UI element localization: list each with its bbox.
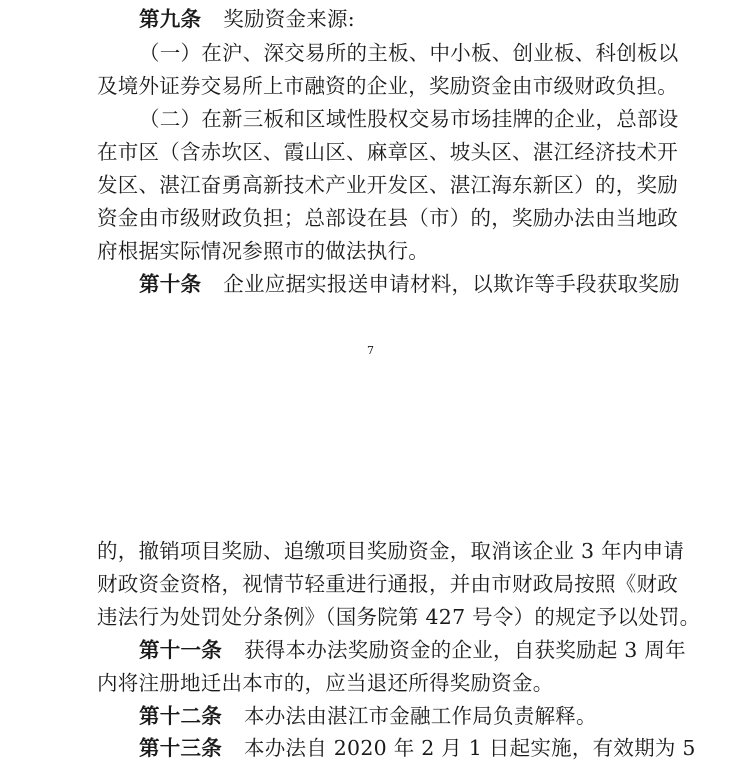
text-line: 违法行为处罚处分条例》（国务院第 427 号令）的规定予以处罚。 (97, 605, 701, 629)
text-line: 资金由市级财政负担；总部设在县（市）的，奖励办法由当地政 (97, 206, 678, 230)
article-10-title: 第十条 (139, 272, 202, 296)
article-12-heading (139, 701, 657, 731)
article-12-title: 第十二条 (139, 704, 222, 728)
article-11-title: 第十一条 (139, 638, 222, 662)
page-number: 7 (367, 344, 374, 357)
article-12-text: 本办法由湛江市金融工作局负责解释。 (244, 704, 597, 728)
text-line: 府根据实际情况参照市的做法执行。 (97, 239, 429, 263)
article-9-title: 第九条 (139, 7, 202, 31)
text-line: 在市区（含赤坎区、霞山区、麻章区、坡头区、湛江经济技术开 (97, 140, 678, 164)
text-line: 财政资金资格，视情节轻重进行通报，并由市财政局按照《财政 (97, 572, 678, 596)
article-9-text: 奖励资金来源: (223, 7, 355, 31)
article-9-heading (139, 4, 657, 34)
article-11-heading (139, 635, 686, 665)
text-line: （二）在新三板和区域性股权交易市场挂牌的企业，总部设 (139, 107, 679, 131)
text-line: 发区、湛江奋勇高新技术产业开发区、湛江海东新区）的，奖励 (97, 173, 678, 197)
article-11-text: 获得本办法奖励资金的企业，自获奖励起 3 周年 (244, 638, 686, 662)
text-line: 及境外证券交易所上市融资的企业，奖励资金由市级财政负担。 (97, 74, 678, 98)
article-10-text: 企业应据实报送申请材料，以欺诈等手段获取奖励 (223, 272, 680, 296)
text-line: （一）在沪、深交易所的主板、中小板、创业板、科创板以 (139, 41, 679, 65)
article-10-heading (139, 269, 680, 299)
article-13-text: 本办法自 2020 年 2 月 1 日起实施，有效期为 5 (244, 736, 696, 760)
article-13-title: 第十三条 (139, 736, 222, 760)
text-line: 内将注册地迁出本市的，应当退还所得奖励资金。 (97, 671, 554, 695)
text-line: 的，撤销项目奖励、追缴项目奖励资金，取消该企业 3 年内申请 (97, 539, 685, 563)
